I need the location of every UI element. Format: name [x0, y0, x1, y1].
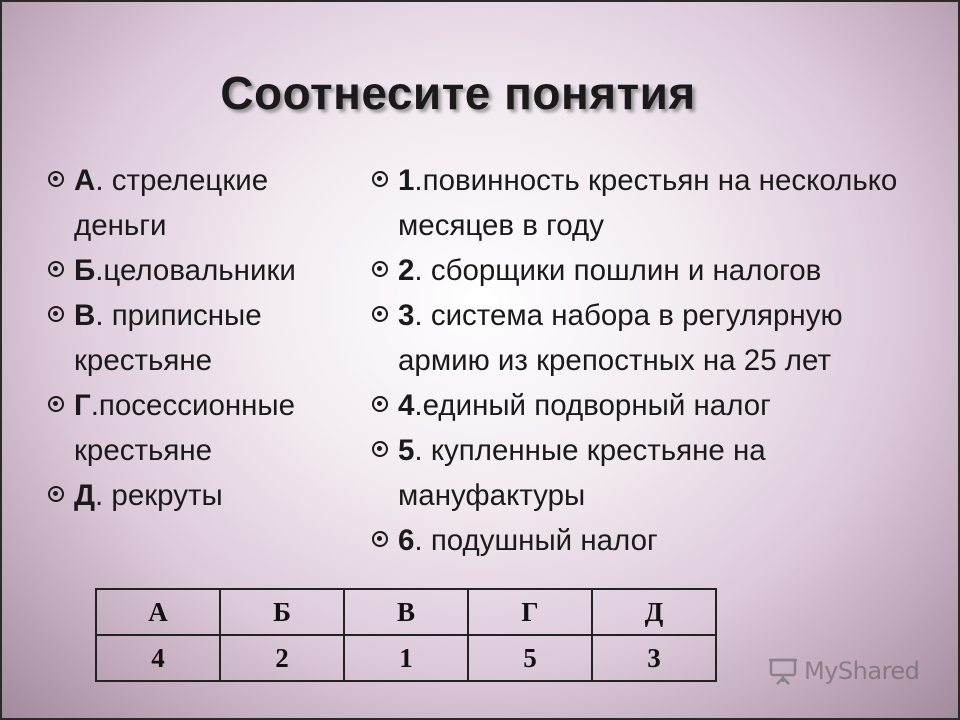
concept-text: . стрелецкие деньги	[74, 164, 269, 242]
circle-bullet-icon	[372, 531, 388, 547]
answer-table	[95, 588, 717, 682]
concept-item	[48, 383, 358, 473]
concept-item	[48, 473, 358, 518]
circle-bullet-icon	[48, 396, 64, 412]
concept-key: Б	[74, 254, 96, 287]
definition-text: . подушный налог	[414, 524, 658, 557]
definition-text: . купленные крестьяне на мануфактуры	[398, 434, 766, 512]
definition-key: 1	[398, 164, 415, 197]
definitions-list	[372, 158, 932, 563]
concept-key: А	[74, 164, 96, 197]
concept-text: . приписные крестьяне	[74, 299, 262, 377]
definition-item	[372, 428, 932, 518]
answer-value-cell: 3	[592, 635, 716, 681]
answer-header-cell: В	[344, 589, 468, 635]
definition-key: 6	[398, 524, 415, 557]
presentation-board-icon	[768, 656, 798, 686]
concept-text: . рекруты	[95, 479, 223, 512]
answer-value-row	[96, 635, 716, 681]
concept-text: .целовальники	[95, 254, 296, 287]
circle-bullet-icon	[372, 306, 388, 322]
definition-text: . система набора в регулярную армию из крепостных на 25 лет	[398, 299, 843, 377]
definition-key: 3	[398, 299, 415, 332]
answer-header-cell: Б	[220, 589, 344, 635]
definition-text: .единый подворный налог	[414, 389, 771, 422]
circle-bullet-icon	[48, 486, 64, 502]
definition-item	[372, 158, 932, 248]
slide-title: Соотнесите понятия	[220, 67, 696, 119]
circle-bullet-icon	[372, 171, 388, 187]
watermark	[768, 656, 919, 686]
answer-header-cell: Г	[468, 589, 592, 635]
answer-value-cell: 1	[344, 635, 468, 681]
circle-bullet-icon	[48, 171, 64, 187]
concept-item	[48, 293, 358, 383]
concepts-list	[48, 158, 358, 518]
definition-key: 5	[398, 434, 415, 467]
concept-item	[48, 158, 358, 248]
concept-item	[48, 248, 358, 293]
answer-value-cell: 2	[220, 635, 344, 681]
definition-text: . сборщики пошлин и налогов	[414, 254, 822, 287]
answer-header-row	[96, 589, 716, 635]
circle-bullet-icon	[372, 396, 388, 412]
circle-bullet-icon	[372, 261, 388, 277]
definition-key: 2	[398, 254, 415, 287]
answer-value-cell: 5	[468, 635, 592, 681]
definition-item	[372, 383, 932, 428]
answer-header-cell: А	[96, 589, 220, 635]
circle-bullet-icon	[48, 306, 64, 322]
concept-key: Д	[74, 479, 96, 512]
definition-item	[372, 248, 932, 293]
definition-text: .повинность крестьян на несколько месяцев в году	[398, 164, 898, 242]
definition-key: 4	[398, 389, 415, 422]
answer-header-cell: Д	[592, 589, 716, 635]
answer-value-cell: 4	[96, 635, 220, 681]
concept-key: Г	[74, 389, 91, 422]
watermark-text: MyShared	[804, 657, 920, 685]
concept-key: В	[74, 299, 96, 332]
definition-item	[372, 518, 932, 563]
circle-bullet-icon	[372, 441, 388, 457]
circle-bullet-icon	[48, 261, 64, 277]
concept-text: .посессионные крестьяне	[74, 389, 296, 467]
definition-item	[372, 293, 932, 383]
